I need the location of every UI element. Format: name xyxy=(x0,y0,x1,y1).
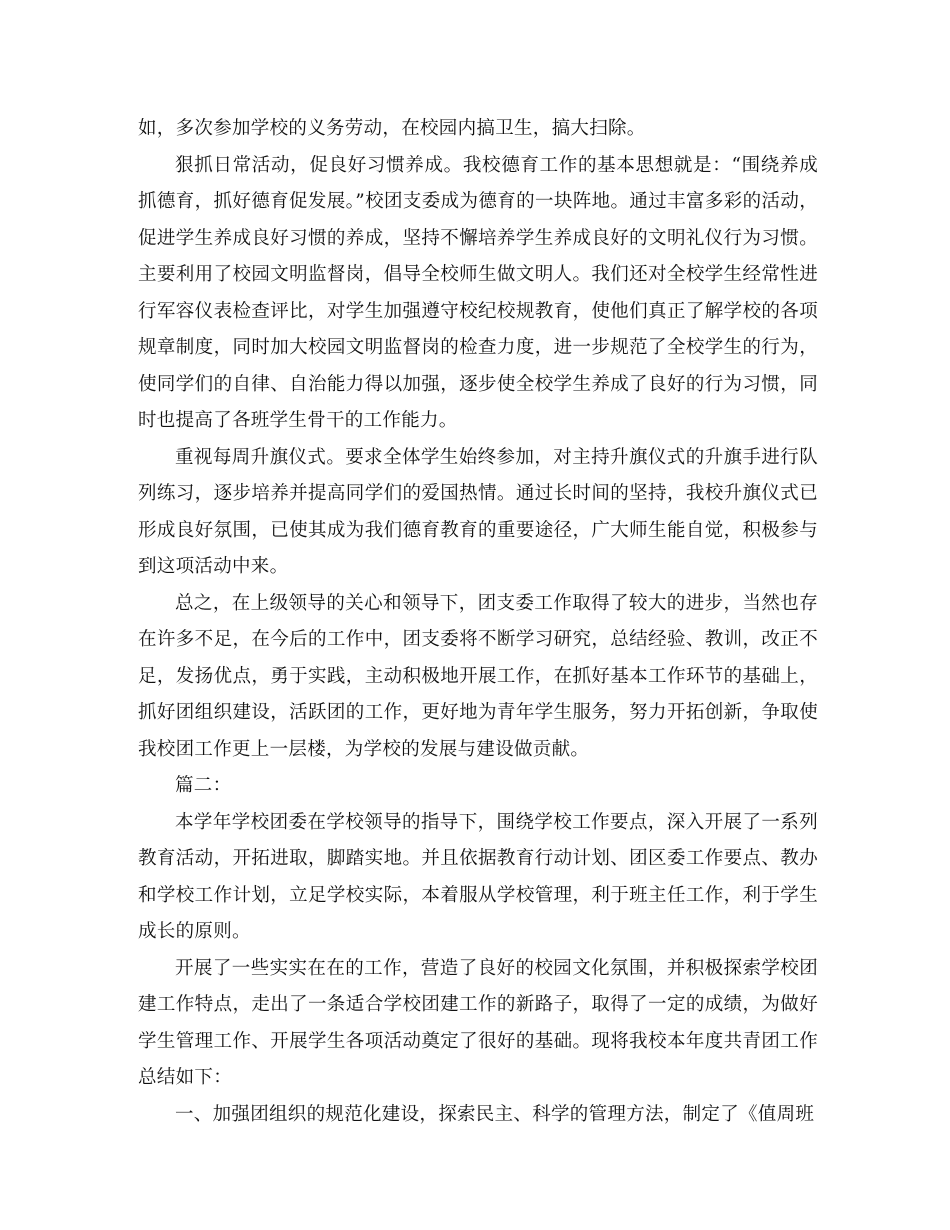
paragraph-continuation: 如，多次参加学校的义务劳动，在校园内搞卫生，搞大扫除。 xyxy=(138,118,646,139)
document-body xyxy=(138,111,818,1133)
paragraph-flag-ceremony: 重视每周升旗仪式。要求全体学生始终参加，对主持升旗仪式的升旗手进行队列练习，逐步培养并提高同学们的爱国热情。通过长时间的坚持，我校升旗仪式已形成良好氛围，已使其成为我们德育教育的重要途径，广大师生能自觉，积极参与到这项活动中来。 xyxy=(138,446,818,577)
paragraph-introduction: 本学年学校团委在学校领导的指导下，围绕学校工作要点，深入开展了一系列教育活动，开拓进取，脚踏实地。并且依据教育行动计划、团区委工作要点、教办和学校工作计划，立足学校实际，本着服从学校管理，利于班主任工作，利于学生成长的原则。 xyxy=(138,811,818,942)
paragraph-point-one: 一、加强团组织的规范化建设，探索民主、科学的管理方法，制定了《值周班 xyxy=(175,1103,815,1125)
paragraph-daily-activities: 狠抓日常活动，促良好习惯养成。我校德育工作的基本思想就是：“围绕养成抓德育，抓好德育促发展。”校团支委成为德育的一块阵地。通过丰富多彩的活动，促进学生养成良好习惯的养成，坚持不懈培养学生养成良好的文明礼仪行为习惯。主要利用了校园文明监督岗，倡导全校师生做文明人。我们还对全校学生经常性进行军容仪表检查评比，对学生加强遵守校纪校规教育，使他们真正了解学校的各项规章制度，同时加大校园文明监督岗的检查力度，进一步规范了全校学生的行为，使同学们的自律、自治能力得以加强，逐步使全校学生养成了良好的行为习惯，同时也提高了各班学生骨干的工作能力。 xyxy=(138,154,818,431)
section-heading-part-two: 篇二： xyxy=(175,775,232,796)
paragraph-conclusion: 总之，在上级领导的关心和领导下，团支委工作取得了较大的进步，当然也存在许多不足，在今后的工作中，团支委将不断学习研究，总结经验、教训，改正不足，发扬优点，勇于实践，主动积极地开展工作，在抓好基本工作环节的基础上，抓好团组织建设，活跃团的工作，更好地为青年学生服务，努力开拓创新，争取使我校团工作更上一层楼，为学校的发展与建设做贡献。 xyxy=(138,592,818,760)
paragraph-work-overview: 开展了一些实实在在的工作，营造了良好的校园文化氛围，并积极探索学校团建工作特点，走出了一条适合学校团建工作的新路子，取得了一定的成绩，为做好学生管理工作、开展学生各项活动奠定了很好的基础。现将我校本年度共青团工作总结如下： xyxy=(138,957,818,1088)
